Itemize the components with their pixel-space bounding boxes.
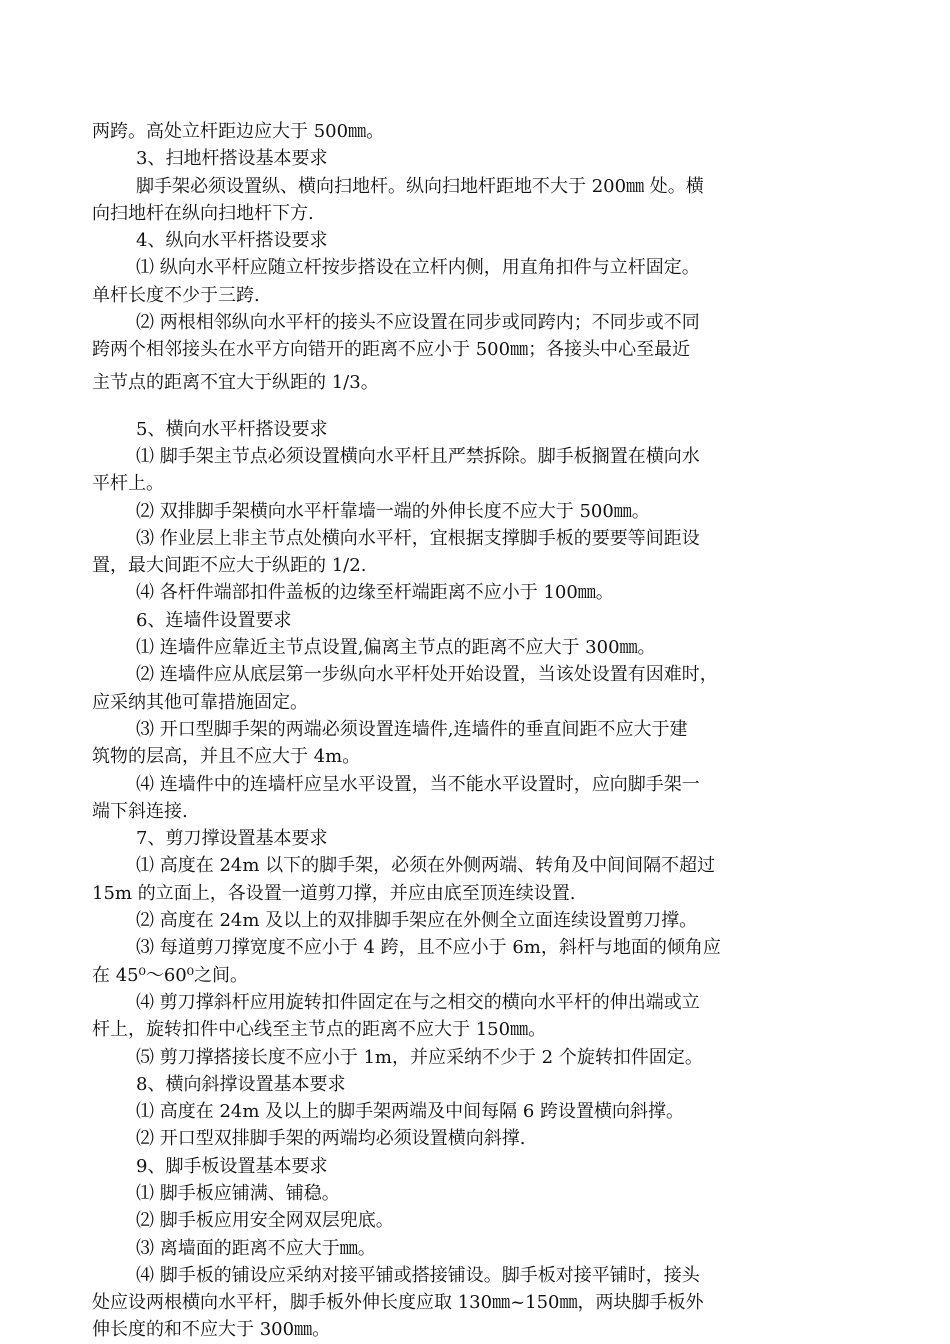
text-line: 应采纳其他可靠措施固定。 (92, 691, 308, 713)
section-heading-9: 9、脚手板设置基本要求 (136, 1155, 328, 1177)
text-line: ⑸ 剪刀撑搭接长度不应小于 1m，并应采纳不少于 2 个旋转扣件固定。 (136, 1046, 703, 1068)
section-heading-4: 4、纵向水平杆搭设要求 (136, 230, 328, 252)
document-body (92, 118, 837, 1344)
text-line: 在 45⁰～60⁰之间。 (92, 964, 248, 986)
text-line: 平杆上。 (92, 473, 164, 495)
text-line: 向扫地杆在纵向扫地杆下方. (92, 202, 314, 224)
section-heading-6: 6、连墙件设置要求 (136, 609, 292, 631)
text-line: 处应设两根横向水平杆，脚手板外伸长度应取 130㎜~150㎜，两块脚手板外 (92, 1292, 704, 1314)
section-heading-7: 7、剪刀撑设置基本要求 (136, 828, 328, 850)
text-line: ⑴ 脚手板应铺满、铺稳。 (136, 1182, 340, 1204)
text-line: ⑵ 开口型双排脚手架的两端均必须设置横向斜撑. (136, 1128, 526, 1150)
text-line: ⑶ 作业层上非主节点处横向水平杆，宜根据支撑脚手板的要要等间距设 (136, 527, 700, 549)
text-line: ⑷ 剪刀撑斜杆应用旋转扣件固定在与之相交的横向水平杆的伸出端或立 (136, 991, 700, 1013)
text-line: 端下斜连接. (92, 800, 188, 822)
text-line: ⑴ 纵向水平杆应随立杆按步搭设在立杆内侧，用直角扣件与立杆固定。 (136, 257, 700, 279)
text-line: ⑶ 开口型脚手架的两端必须设置连墙件,连墙件的垂直间距不应大于建 (136, 718, 688, 740)
text-line: 脚手架必须设置纵、横向扫地杆。纵向扫地杆距地不大于 200㎜ 处。横 (136, 175, 704, 197)
text-line: ⑴ 脚手架主节点必须设置横向水平杆且严禁拆除。脚手板搁置在横向水 (136, 445, 700, 467)
text-line: 主节点的距离不宜大于纵距的 1/3。 (92, 371, 379, 393)
text-line: 筑物的层高，并且不应大于 4m。 (92, 746, 361, 768)
text-line: ⑴ 高度在 24m 以下的脚手架，必须在外侧两端、转角及中间间隔不超过 (136, 855, 716, 877)
text-line: ⑴ 连墙件应靠近主节点设置,偏离主节点的距离不应大于 300㎜。 (136, 637, 656, 659)
text-line: ⑵ 两根相邻纵向水平杆的接头不应设置在同步或同跨内；不同步或不同 (136, 312, 700, 334)
section-heading-8: 8、横向斜撑设置基本要求 (136, 1073, 346, 1095)
text-line: ⑵ 脚手板应用安全网双层兜底。 (136, 1210, 394, 1232)
text-line: ⑷ 各杆件端部扣件盖板的边缘至杆端距离不应小于 100㎜。 (136, 582, 614, 604)
section-heading-5: 5、横向水平杆搭设要求 (136, 418, 328, 440)
text-line: 杆上，旋转扣件中心线至主节点的距离不应大于 150㎜。 (92, 1019, 547, 1041)
text-line: 伸长度的和不应大于 300㎜。 (92, 1319, 331, 1341)
text-line: ⑵ 连墙件应从底层第一步纵向水平杆处开始设置，当该处设置有因难时， (136, 664, 718, 686)
text-line: ⑷ 脚手板的铺设应采纳对接平铺或搭接铺设。脚手板对接平铺时，接头 (136, 1264, 700, 1286)
text-line: ⑶ 离墙面的距离不应大于㎜。 (136, 1237, 376, 1259)
text-line: ⑴ 高度在 24m 及以上的脚手架两端及中间每隔 6 跨设置横向斜撑。 (136, 1101, 685, 1123)
text-line: 15m 的立面上，各设置一道剪刀撑，并应由底至顶连续设置. (92, 882, 576, 904)
text-line: ⑵ 高度在 24m 及以上的双排脚手架应在外侧全立面连续设置剪刀撑。 (136, 910, 698, 932)
text-line: ⑶ 每道剪刀撑宽度不应小于 4 跨，且不应小于 6m，斜杆与地面的倾角应 (136, 937, 721, 959)
text-line: ⑵ 双排脚手架横向水平杆靠墙一端的外伸长度不应大于 500㎜。 (136, 500, 650, 522)
section-heading-3: 3、扫地杆搭设基本要求 (136, 148, 328, 170)
text-line: 跨两个相邻接头在水平方向错开的距离不应小于 500㎜；各接头中心至最近 (92, 339, 691, 361)
text-line: 单杆长度不少于三跨. (92, 284, 260, 306)
text-line: 置，最大间距不应大于纵距的 1/2. (92, 555, 367, 577)
text-line: 两跨。高处立杆距边应大于 500㎜。 (92, 121, 385, 142)
text-line: ⑷ 连墙件中的连墙杆应呈水平设置，当不能水平设置时，应向脚手架一 (136, 773, 700, 795)
